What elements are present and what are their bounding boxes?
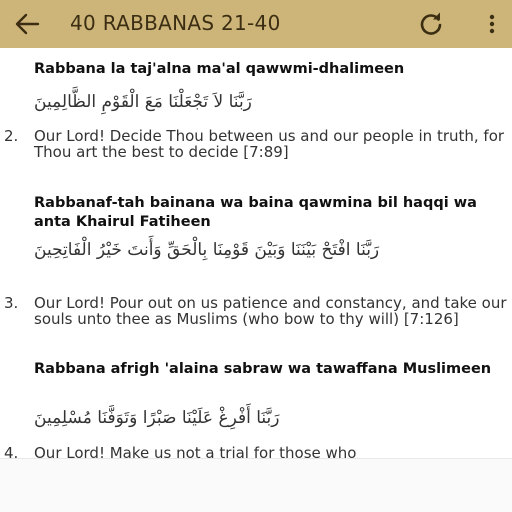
arrow-left-icon[interactable]: [14, 12, 40, 36]
arabic-text: رَبَّنَا لاَ تَجْعَلْنَا مَعَ الْقَوْمِ الظَّالِمِينَ: [34, 92, 252, 112]
translation-text: Our Lord! Pour out on us patience and constancy, and take our souls unto thee as Muslims (who bow to thy will) [7:126]: [34, 294, 507, 328]
transliteration-text: Rabbana la taj'alna ma'al qawwmi-dhalimeen: [34, 61, 405, 77]
item-number: 2.: [4, 127, 19, 145]
transliteration-text: Rabbana afrigh 'alaina sabraw wa tawaffana Muslimeen: [34, 361, 492, 377]
refresh-icon[interactable]: [418, 11, 444, 37]
translation-text: Our Lord! Decide Thou between us and our people in truth, for Thou art the best to decide [7:89]: [34, 127, 505, 161]
app-bar: [0, 0, 512, 48]
dua-list[interactable]: [0, 48, 512, 458]
arabic-text: رَبَّنَا أَفْرِغْ عَلَيْنَا صَبْرًا وَتَوَفَّنَا مُسْلِمِينَ: [34, 408, 280, 428]
bottom-panel: [0, 458, 512, 512]
page-title: 40 RABBANAS 21-40: [70, 11, 281, 35]
translation-text: Our Lord! Make us not a trial for those who: [34, 444, 357, 458]
transliteration-text: Rabbanaf-tah bainana wa baina qawmina bil haqqi wa anta Khairul Fatiheen: [34, 195, 477, 230]
item-number: 4.: [4, 444, 19, 458]
item-number: 3.: [4, 294, 19, 312]
arabic-text: رَبَّنَا افْتَحْ بَيْنَنَا وَبَيْنَ قَوْمِنَا بِالْحَقِّ وَأَنتَ خَيْرُ الْفَاتِحِينَ: [34, 240, 380, 260]
more-vertical-icon[interactable]: [482, 13, 502, 35]
